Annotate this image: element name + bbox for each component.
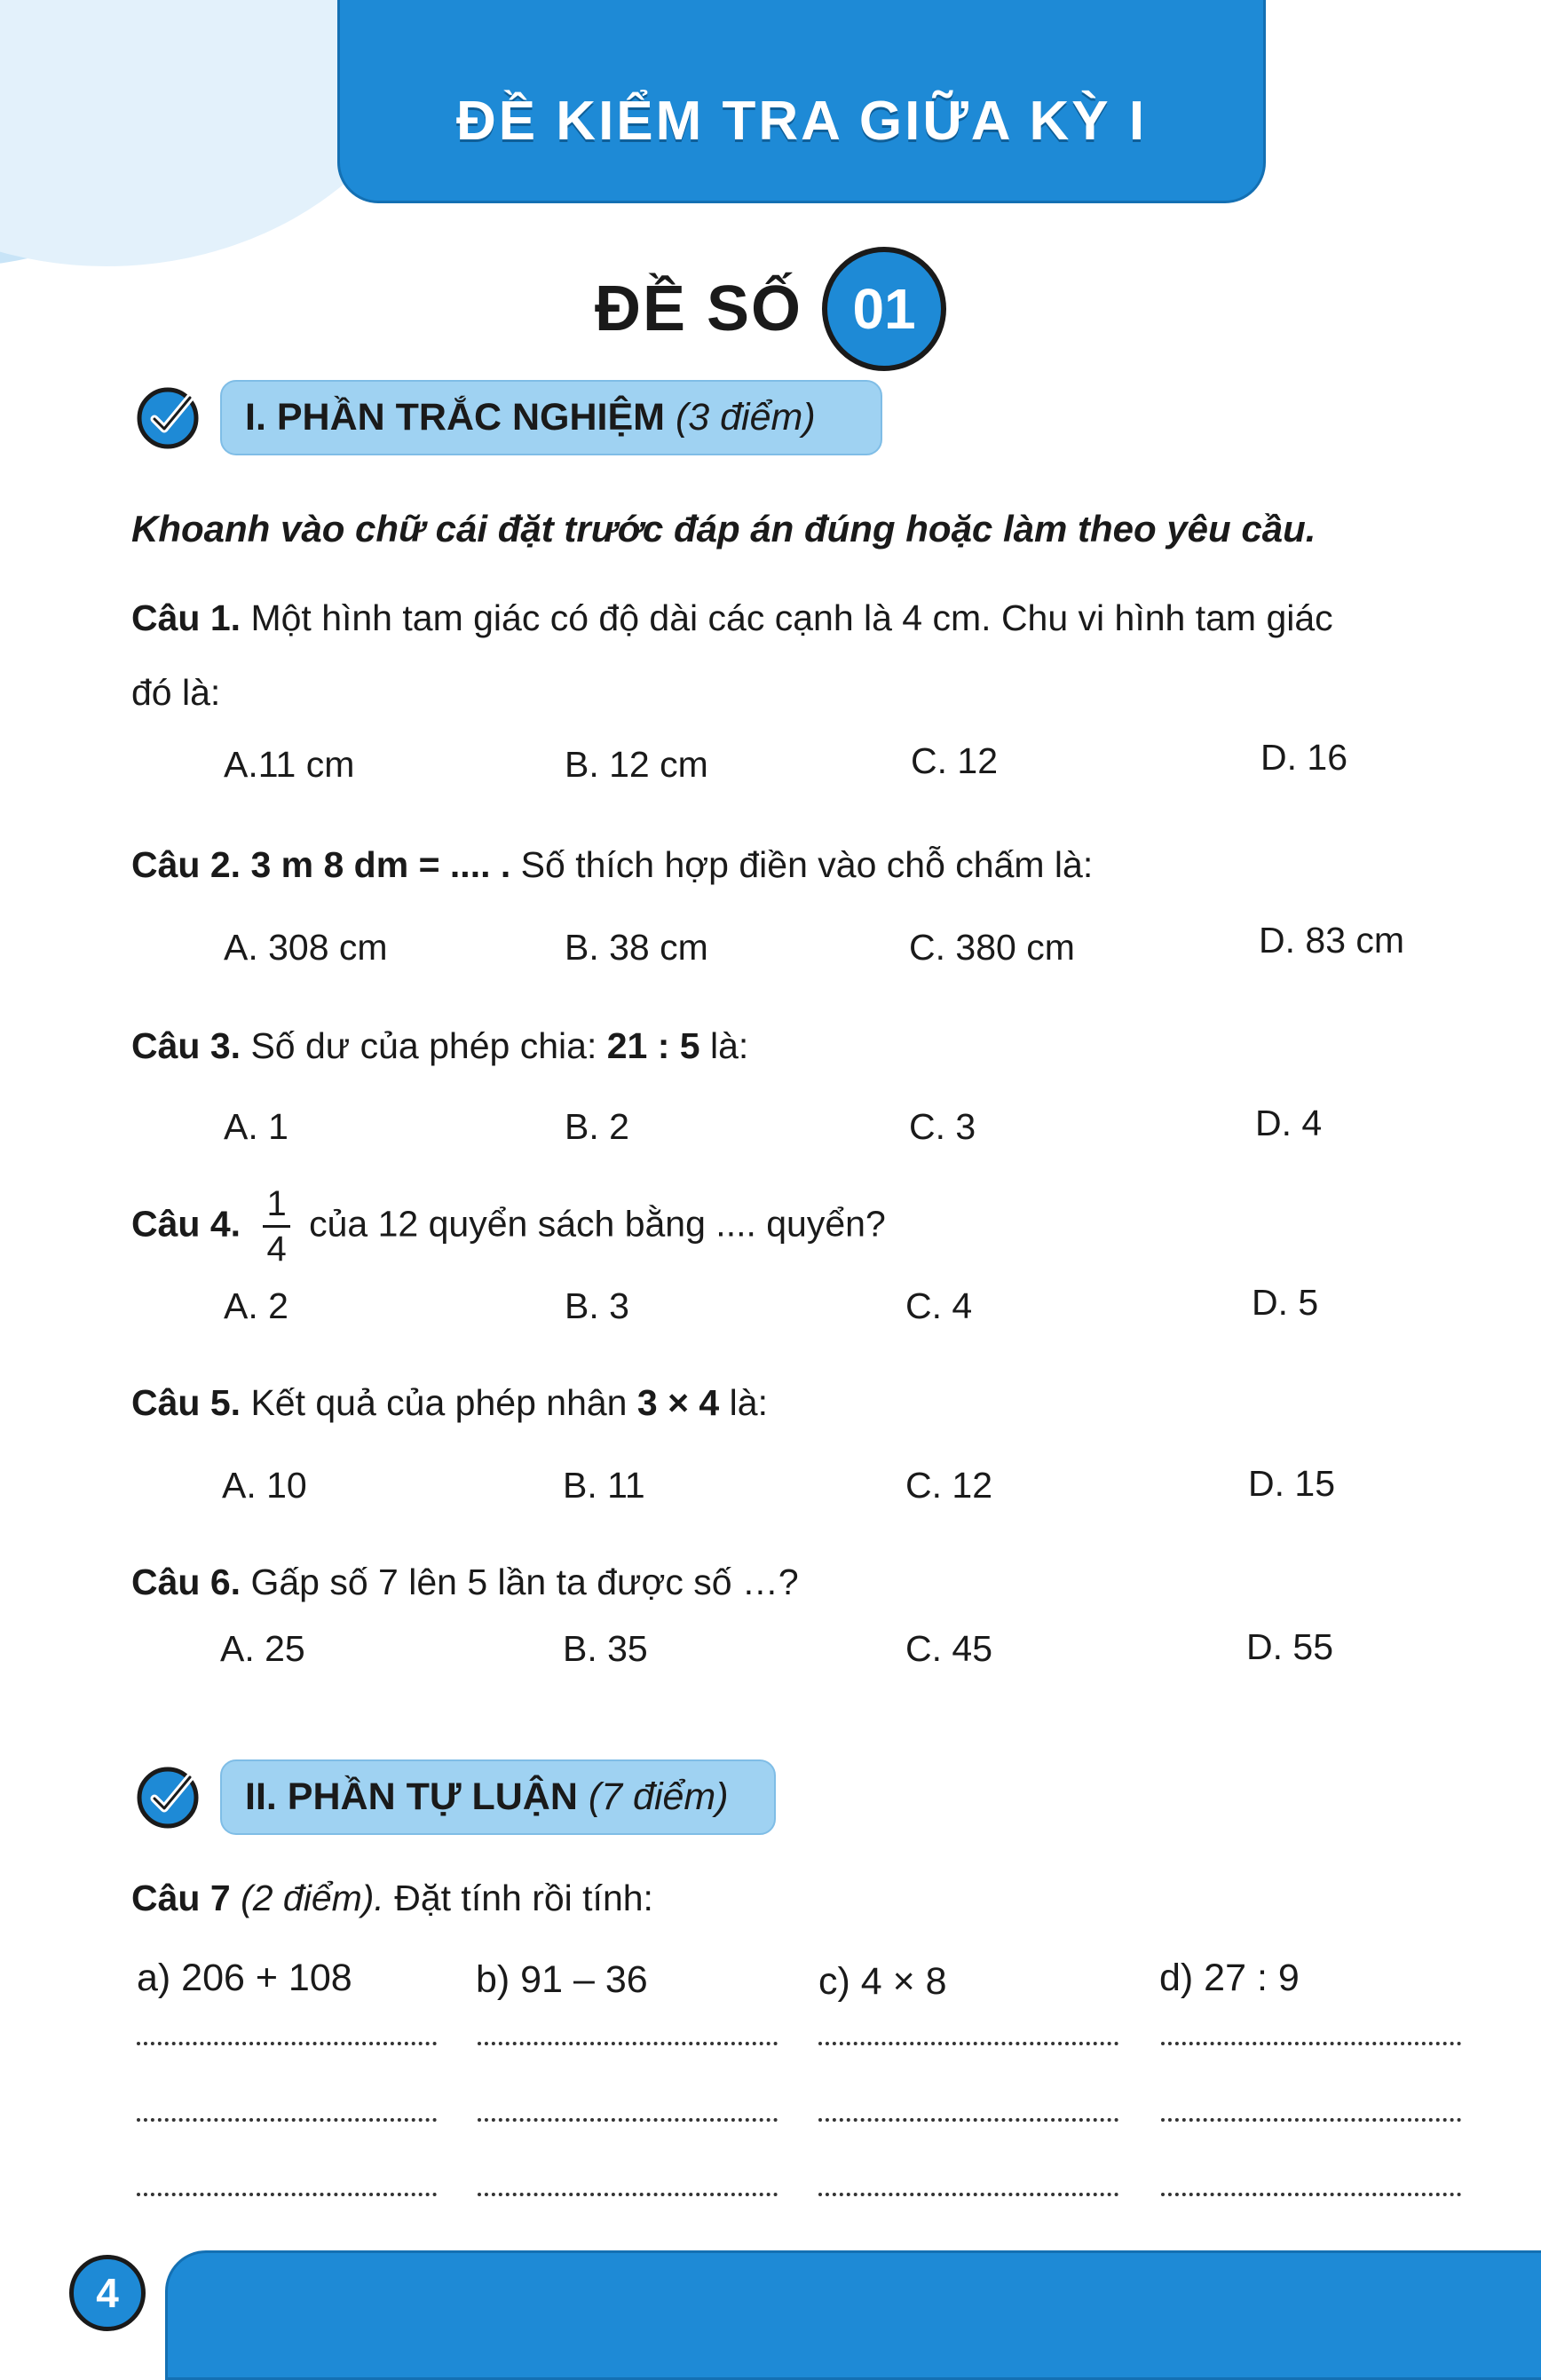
- question-text: Đặt tính rồi tính:: [394, 1878, 653, 1918]
- section1-points: (3 điểm): [675, 396, 816, 439]
- question-label: Câu 3.: [131, 1025, 241, 1066]
- fraction-numerator: 1: [263, 1186, 289, 1228]
- answer-line[interactable]: [137, 2042, 437, 2045]
- option-a[interactable]: A. 2: [224, 1285, 288, 1326]
- answer-line[interactable]: [1161, 2118, 1461, 2122]
- answer-line[interactable]: [818, 2193, 1118, 2196]
- section2-points: (7 điểm): [588, 1775, 729, 1818]
- calc-item-d: d) 27 : 9: [1159, 1957, 1300, 1999]
- question-expression: 3 m 8 dm = .... .: [250, 844, 511, 885]
- option-c[interactable]: C. 380 cm: [909, 927, 1075, 968]
- checkmark-circle-icon: [135, 385, 201, 451]
- question-1: [131, 582, 1333, 653]
- question-text-cont: là:: [729, 1382, 768, 1423]
- option-b[interactable]: B. 2: [565, 1106, 629, 1147]
- section2-header: [135, 1759, 776, 1835]
- option-a[interactable]: A. 25: [220, 1628, 305, 1669]
- question-3: [131, 1010, 748, 1081]
- section2-title-pill: [220, 1759, 776, 1835]
- question-7: [131, 1862, 653, 1933]
- option-b[interactable]: B. 11: [563, 1465, 645, 1506]
- answer-line[interactable]: [137, 2118, 437, 2122]
- question-expression: 3 × 4: [636, 1382, 720, 1423]
- answer-line[interactable]: [818, 2118, 1118, 2122]
- answer-line[interactable]: [137, 2193, 437, 2196]
- checkmark-circle-icon: [135, 1765, 201, 1830]
- section2-title: II. PHẦN TỰ LUẬN: [245, 1775, 578, 1818]
- option-d[interactable]: D. 5: [1252, 1282, 1319, 1323]
- question-text-cont: đó là:: [131, 672, 221, 713]
- header-title: ĐỀ KIỂM TRA GIỮA KỲ I: [455, 91, 1148, 152]
- fraction: [263, 1186, 289, 1267]
- option-a[interactable]: A.11 cm: [224, 744, 355, 785]
- question-4: [131, 1186, 886, 1267]
- option-b[interactable]: B. 12 cm: [565, 744, 708, 785]
- option-d[interactable]: D. 16: [1260, 737, 1347, 778]
- instruction-text: Khoanh vào chữ cái đặt trước đáp án đúng hoặc làm theo yêu cầu.: [131, 508, 1316, 550]
- question-5: [131, 1367, 768, 1438]
- answer-line[interactable]: [1161, 2193, 1461, 2196]
- answer-line[interactable]: [478, 2042, 778, 2045]
- option-d[interactable]: D. 83 cm: [1259, 920, 1405, 961]
- calc-item-b: b) 91 – 36: [476, 1958, 648, 2001]
- question-label: Câu 5.: [131, 1382, 241, 1423]
- header-banner: [337, 0, 1266, 203]
- section1-title: I. PHẦN TRẮC NGHIỆM: [245, 396, 665, 439]
- exam-number-heading: [0, 247, 1541, 371]
- question-2: [131, 829, 1093, 900]
- footer-bar: [165, 2250, 1541, 2380]
- option-a[interactable]: A. 10: [222, 1465, 307, 1506]
- question-text: Số thích hợp điền vào chỗ chấm là:: [520, 844, 1094, 885]
- question-expression: 21 : 5: [606, 1025, 700, 1066]
- option-b[interactable]: B. 35: [563, 1628, 648, 1669]
- option-d[interactable]: D. 55: [1246, 1626, 1333, 1667]
- answer-line[interactable]: [1161, 2042, 1461, 2045]
- question-points: (2 điểm).: [241, 1878, 384, 1918]
- question-text: Kết quả của phép nhân: [250, 1382, 628, 1423]
- section1-title-pill: [220, 380, 882, 455]
- question-1-continuation: [131, 657, 220, 728]
- option-c[interactable]: C. 12: [911, 740, 998, 781]
- question-label: Câu 4.: [131, 1203, 241, 1245]
- question-text: Một hình tam giác có độ dài các cạnh là 4 cm. Chu vi hình tam giác: [250, 597, 1333, 638]
- question-label: Câu 7: [131, 1878, 231, 1918]
- option-c[interactable]: C. 4: [905, 1285, 973, 1326]
- question-text-cont: là:: [710, 1025, 749, 1066]
- question-text: của 12 quyển sách bằng .... quyển?: [309, 1203, 886, 1245]
- option-d[interactable]: D. 4: [1255, 1103, 1323, 1143]
- option-b[interactable]: B. 3: [565, 1285, 629, 1326]
- option-b[interactable]: B. 38 cm: [565, 927, 708, 968]
- question-label: Câu 1.: [131, 597, 241, 638]
- option-c[interactable]: C. 12: [905, 1465, 992, 1506]
- option-c[interactable]: C. 3: [909, 1106, 976, 1147]
- question-text: Gấp số 7 lên 5 lần ta được số …?: [250, 1562, 799, 1602]
- answer-line[interactable]: [818, 2042, 1118, 2045]
- option-a[interactable]: A. 308 cm: [224, 927, 388, 968]
- answer-line[interactable]: [478, 2118, 778, 2122]
- question-label: Câu 2.: [131, 844, 241, 885]
- calc-item-c: c) 4 × 8: [818, 1960, 947, 2003]
- option-d[interactable]: D. 15: [1248, 1463, 1335, 1504]
- option-a[interactable]: A. 1: [224, 1106, 288, 1147]
- exam-number-badge: 01: [822, 247, 946, 371]
- answer-line[interactable]: [478, 2193, 778, 2196]
- page-number: 4: [69, 2255, 146, 2331]
- option-c[interactable]: C. 45: [905, 1628, 992, 1669]
- question-label: Câu 6.: [131, 1562, 241, 1602]
- calc-item-a: a) 206 + 108: [137, 1957, 352, 1999]
- fraction-denominator: 4: [266, 1230, 287, 1269]
- section1-header: [135, 380, 882, 455]
- question-6: [131, 1546, 799, 1617]
- exam-label: ĐỀ SỐ: [594, 273, 803, 344]
- question-text: Số dư của phép chia:: [250, 1025, 597, 1066]
